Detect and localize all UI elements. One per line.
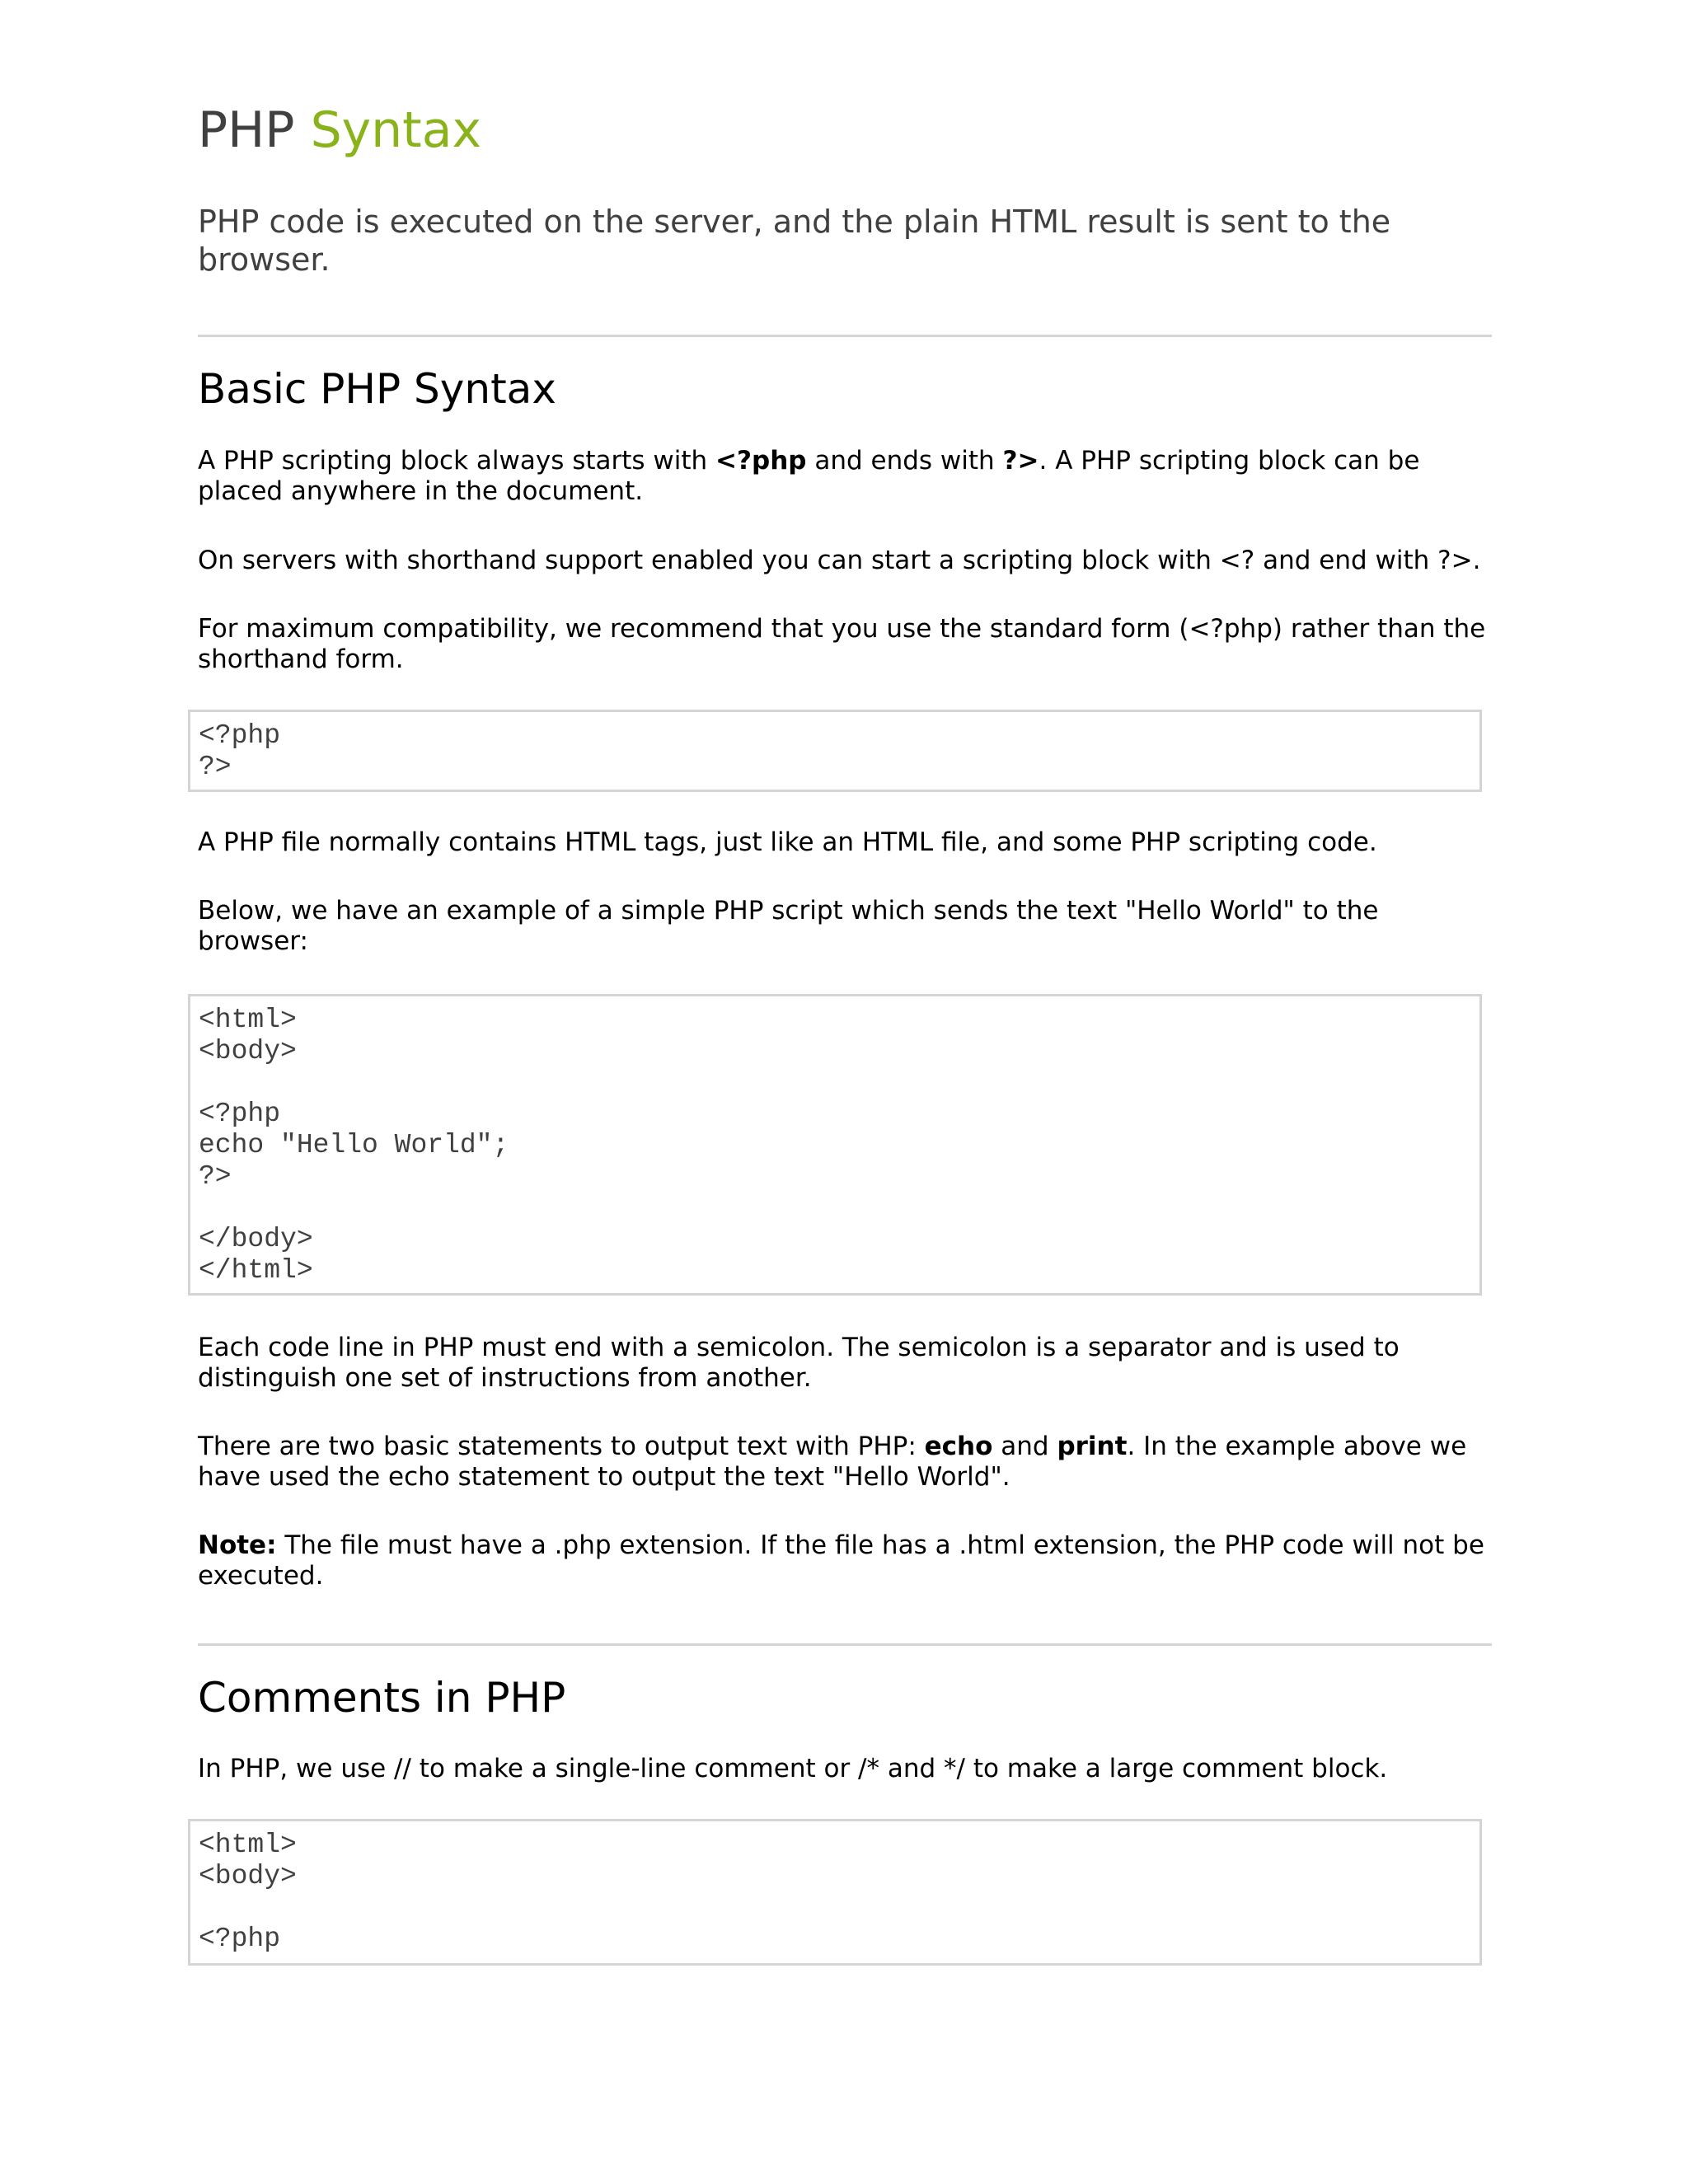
title-part1: PHP [198, 101, 295, 159]
paragraph-semicolon: Each code line in PHP must end with a semicolon. The semicolon is a separator and is used to distinguish one set of instructions from another. [198, 1333, 1400, 1393]
note-paragraph [198, 1530, 1492, 1591]
text: . In the example above we have used the echo statement to output the text "Hello World". [198, 1432, 1467, 1492]
title-part2: Syntax [310, 101, 481, 159]
paragraph-compatibility: For maximum compatibility, we recommend that you use the standard form (<?php) rather than the shorthand form. [198, 614, 1486, 674]
intro-text: PHP code is executed on the server, and the plain HTML result is sent to the browser. [198, 204, 1391, 278]
paragraph-echo-print [198, 1432, 1492, 1493]
paragraph-comments: In PHP, we use // to make a single-line comment or /* and */ to make a large comment block. [198, 1754, 1388, 1783]
divider [198, 1643, 1492, 1646]
page-title [198, 97, 1492, 163]
note-text: The file must have a .php extension. If the file has a .html extension, the PHP code will not be executed. [198, 1530, 1484, 1591]
section-heading-comments: Comments in PHP [198, 1674, 566, 1722]
paragraph-php-file: A PHP file normally contains HTML tags, just like an HTML file, and some PHP scripting code. [198, 827, 1377, 857]
note-label: Note: [198, 1530, 277, 1560]
page-content [198, 97, 1492, 1966]
divider [198, 335, 1492, 337]
code-block-php-tags: <?php ?> [188, 710, 1482, 792]
bold-text: <?php [715, 446, 807, 476]
text: . A PHP scripting block can be placed anywhere in the document. [198, 446, 1420, 506]
text: A PHP scripting block always starts with [198, 446, 716, 476]
bold-text: print [1057, 1432, 1128, 1461]
bold-text: ?> [1002, 446, 1039, 476]
paragraph-example-intro: Below, we have an example of a simple PHP script which sends the text "Hello World" to the browser: [198, 896, 1379, 956]
bold-text: echo [924, 1432, 993, 1461]
code-block-hello-world: <html> <body> <?php echo "Hello World"; ?> </body> </html> [188, 994, 1482, 1296]
code-block-comments: <html> <body> <?php [188, 1819, 1482, 1966]
paragraph-scripting-block [198, 446, 1492, 507]
section-heading-basic: Basic PHP Syntax [198, 365, 556, 413]
text: and [992, 1432, 1057, 1461]
paragraph-shorthand: On servers with shorthand support enabled you can start a scripting block with <? and end with ?>. [198, 546, 1481, 575]
text: There are two basic statements to output text with PHP: [198, 1432, 925, 1461]
text: and ends with [806, 446, 1003, 476]
